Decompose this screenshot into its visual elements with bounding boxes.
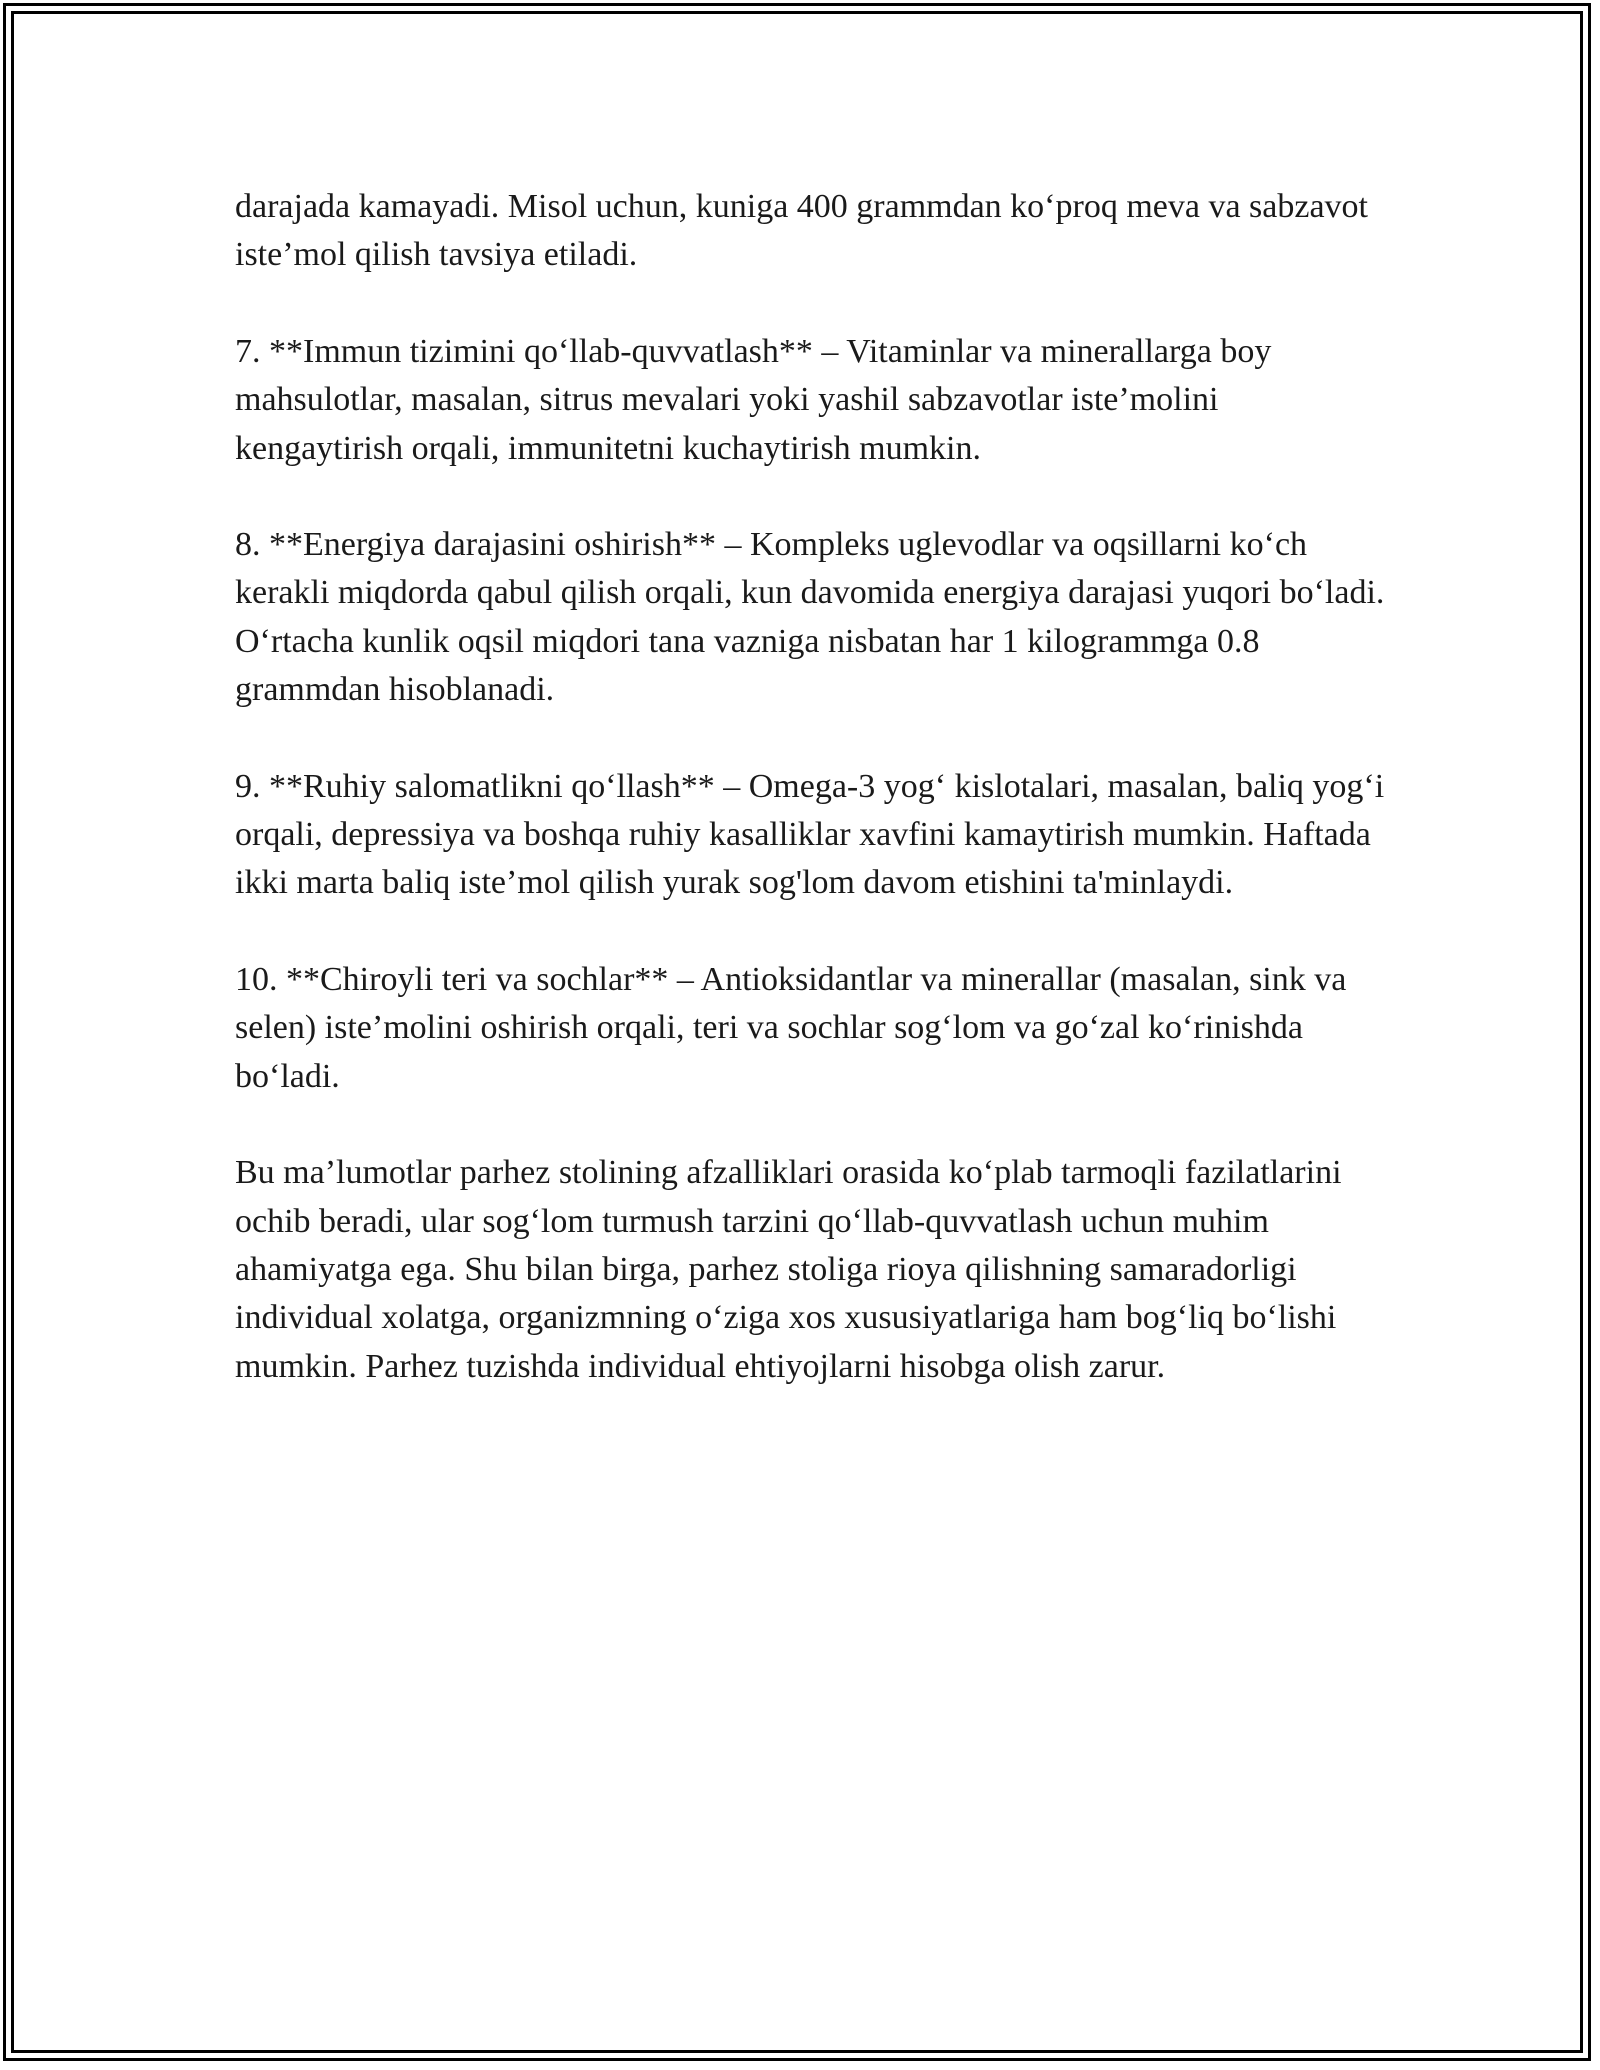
paragraph-continuation: darajada kamayadi. Misol uchun, kuniga 400 grammdan ko‘proq meva va sabzavot iste’mol qilish tavsiya etiladi. <box>235 188 1368 274</box>
paragraph-item-10: 10. **Chiroyli teri va sochlar** – Antioksidantlar va minerallar (masalan, sink va selen) iste’molini oshirish orqali, teri va sochlar sog‘lom va go‘zal ko‘rinishda bo‘ladi. <box>235 960 1347 1095</box>
paragraph-item-9: 9. **Ruhiy salomatlikni qo‘llash** – Omega-3 yog‘ kislotalari, masalan, baliq yog‘i orqali, depressiya va boshqa ruhiy kasalliklar xavfini kamaytirish mumkin. Haftada ikki marta baliq iste’mol qilish yurak sog'lom davom etishini ta'minlaydi. <box>235 767 1385 902</box>
document-body <box>235 183 1385 1391</box>
paragraph-item-7: 7. **Immun tizimini qo‘llab-quvvatlash** – Vitaminlar va minerallarga boy mahsulotlar, masalan, sitrus mevalari yoki yashil sabzavotlar iste’molini kengaytirish orqali, immunitetni kuchaytirish mumkin. <box>235 332 1272 467</box>
paragraph-conclusion: Bu ma’lumotlar parhez stolining afzalliklari orasida ko‘plab tarmoqli fazilatlarini ochib beradi, ular sog‘lom turmush tarzini qo‘llab-quvvatlash uchun muhim ahamiyatga ega. Shu bilan birga, parhez stoliga rioya qilishning samaradorligi individual xolatga, organizmning o‘ziga xos xususiyatlariga ham bog‘liq bo‘lishi mumkin. Parhez tuzishda individual ehtiyojlarni hisobga olish zarur. <box>235 1154 1342 1385</box>
paragraph-item-8: 8. **Energiya darajasini oshirish** – Kompleks uglevodlar va oqsillarni ko‘ch kerakli miqdorda qabul qilish orqali, kun davomida energiya darajasi yuqori bo‘ladi. O‘rtacha kunlik oqsil miqdori tana vazniga nisbatan har 1 kilogrammga 0.8 grammdan hisoblanadi. <box>235 526 1385 709</box>
